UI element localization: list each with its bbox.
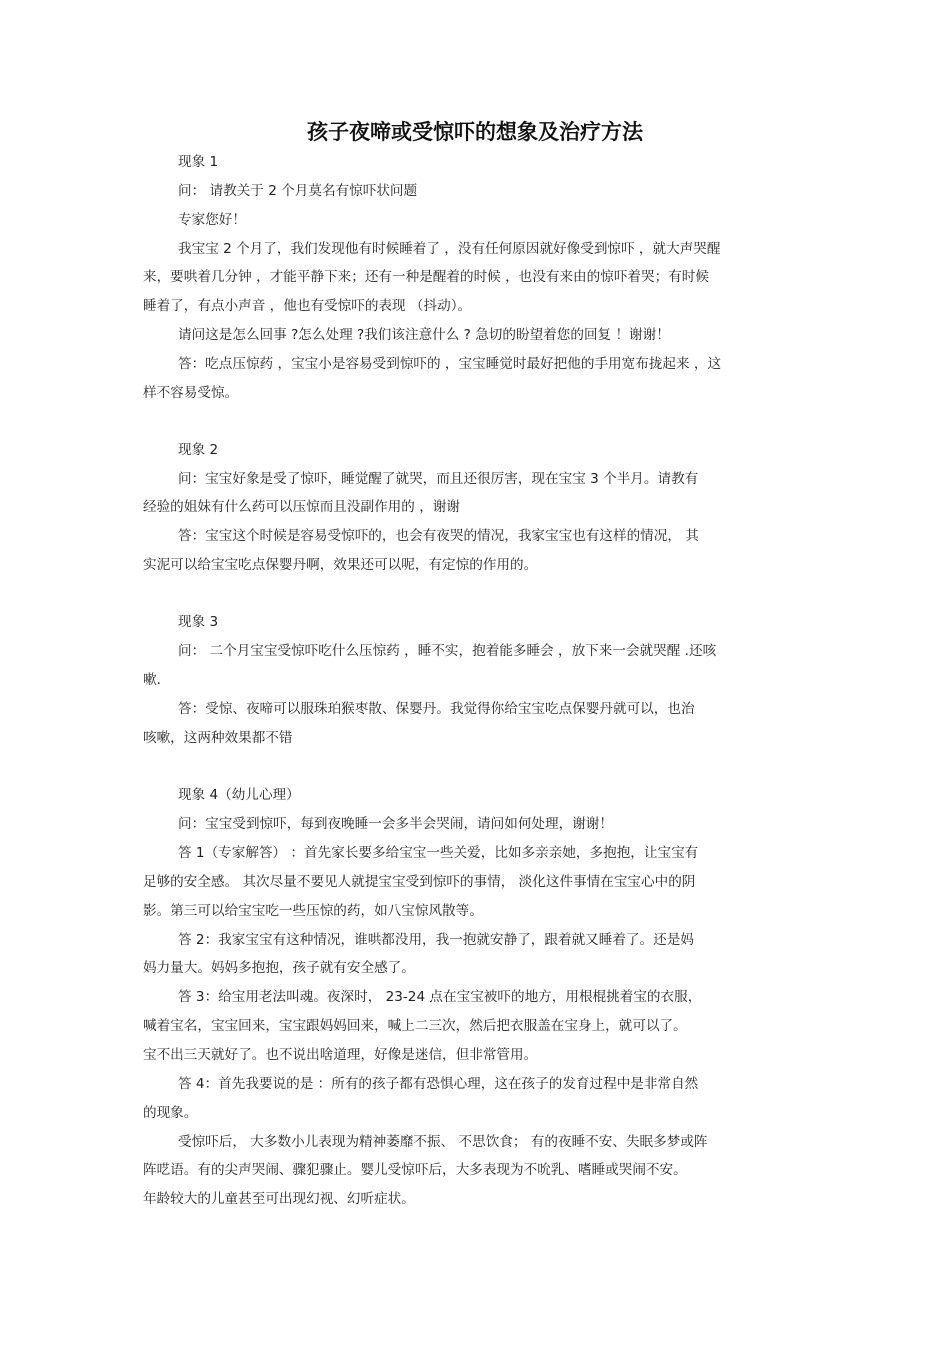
- answer-line: 的现象。: [143, 1105, 198, 1121]
- question-line: 问：宝宝好象是受了惊吓，睡觉醒了就哭，而且还很厉害，现在宝宝 3 个半月。请教有: [178, 471, 699, 487]
- question-line: 嗽.: [143, 672, 161, 688]
- section-heading-3: 现象 3: [178, 614, 219, 630]
- answer-line: 答 3：给宝用老法叫魂。夜深时， 23-24 点在宝宝被吓的地方，用根棍挑着宝的衣服，: [178, 989, 702, 1005]
- paragraph-line: 年龄较大的儿童甚至可出现幻视、幻听症状。: [143, 1191, 415, 1207]
- paragraph-line: 来，要哄着几分钟 ，才能平静下来；还有一种是醒着的时候 ，也没有来由的惊吓着哭；有时候: [143, 269, 709, 285]
- paragraph-line: 专家您好！: [178, 212, 246, 228]
- paragraph-line: 我宝宝 2 个月了，我们发现他有时候睡着了 ，没有任何原因就好像受到惊吓 ，就大声哭醒: [178, 241, 721, 257]
- section-heading-2: 现象 2: [178, 442, 219, 458]
- question-line: 问： 二个月宝宝受惊吓吃什么压惊药 ，睡不实，抱着能多睡会 ，放下来一会就哭醒 .还咳: [178, 643, 717, 659]
- answer-line: 咳嗽，这两种效果都不错: [143, 730, 293, 746]
- question-line: 经验的姐妹有什么药可以压惊而且没副作用的 ，谢谢: [143, 499, 460, 515]
- answer-line: 答 1（专家解答） ：首先家长要多给宝宝一些关爱，比如多亲亲她，多抱抱，让宝宝有: [178, 845, 699, 861]
- answer-line: 影。第三可以给宝宝吃一些压惊的药，如八宝惊风散等。: [143, 903, 483, 919]
- paragraph-line: 睡着了，有点小声音 ，他也有受惊吓的表现 （抖动）。: [143, 298, 472, 314]
- section-heading-4: 现象 4（幼儿心理）: [178, 787, 300, 803]
- answer-line: 答：宝宝这个时候是容易受惊吓的，也会有夜哭的情况，我家宝宝也有这样的情况， 其: [178, 528, 699, 544]
- question-line: 问：宝宝受到惊吓，每到夜晚睡一会多半会哭闹，请问如何处理，谢谢！: [178, 816, 613, 832]
- answer-line: 答：吃点压惊药 ，宝宝小是容易受到惊吓的 ，宝宝睡觉时最好把他的手用宽布拢起来 ，这: [178, 356, 722, 372]
- answer-line: 答 4：首先我要说的是 ：所有的孩子都有恐惧心理，这在孩子的发育过程中是非常自然: [178, 1076, 699, 1092]
- section-heading-1: 现象 1: [178, 154, 219, 170]
- question-line: 问： 请教关于 2 个月莫名有惊吓状问题: [178, 183, 418, 199]
- answer-line: 喊着宝名，宝宝回来，宝宝跟妈妈回来，喊上二三次，然后把衣服盖在宝身上，就可以了。: [143, 1018, 687, 1034]
- answer-line: 答 2：我家宝宝有这种情况，谁哄都没用，我一抱就安静了，跟着就又睡着了。还是妈: [178, 932, 694, 948]
- answer-line: 样不容易受惊。: [143, 385, 239, 401]
- answer-line: 妈力量大。妈妈多抱抱，孩子就有安全感了。: [143, 960, 415, 976]
- page-title: 孩子夜啼或受惊吓的想象及治疗方法: [307, 119, 643, 144]
- answer-line: 实泥可以给宝宝吃点保婴丹啊，效果还可以呢，有定惊的作用的。: [143, 557, 538, 573]
- paragraph-line: 受惊吓后， 大多数小儿表现为精神萎靡不振、 不思饮食； 有的夜睡不安、失眠多梦或阵: [178, 1134, 708, 1150]
- answer-line: 答：受惊、夜啼可以服珠珀猴枣散、保婴丹。我觉得你给宝宝吃点保婴丹就可以，也治: [178, 701, 695, 717]
- answer-line: 足够的安全感。 其次尽量不要见人就提宝宝受到惊吓的事情， 淡化这件事情在宝宝心中的阴: [143, 874, 696, 890]
- paragraph-line: 请问这是怎么回事 ?怎么处理 ?我们该注意什么 ? 急切的盼望着您的回复 ！谢谢！: [178, 327, 670, 343]
- paragraph-line: 阵呓语。有的尖声哭闹、骤犯骤止。婴儿受惊吓后，大多表现为不吮乳、嗜睡或哭闹不安。: [143, 1162, 687, 1178]
- answer-line: 宝不出三天就好了。也不说出啥道理，好像是迷信，但非常管用。: [143, 1047, 538, 1063]
